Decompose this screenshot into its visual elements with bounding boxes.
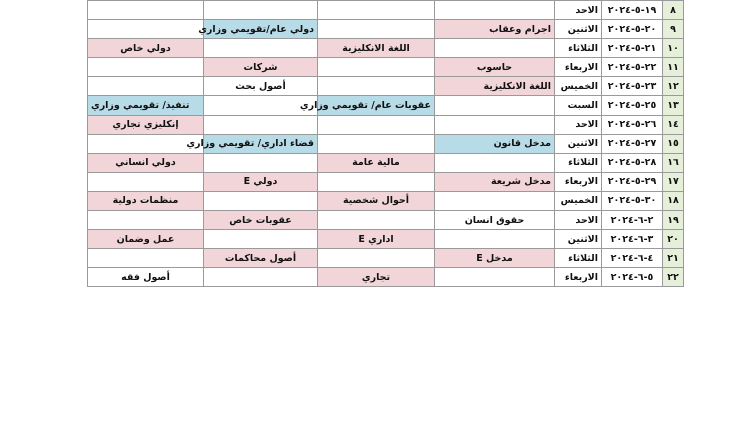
subject-cell-1 <box>435 96 555 115</box>
subject-cell-3: دولي عام/تقويمي وزاري <box>204 20 318 39</box>
subject-cell-2 <box>318 134 435 153</box>
subject-cell-3 <box>204 268 318 287</box>
subject-cell-3: أصول بحث <box>204 77 318 96</box>
date-cell: ٢٧-٥-٢٠٢٤ <box>602 134 663 153</box>
date-cell: ٢-٦-٢٠٢٤ <box>602 211 663 230</box>
subject-cell-4: تنفيذ/ تقويمي وزاري <box>88 96 204 115</box>
subject-cell-3: عقوبات خاص <box>204 211 318 230</box>
exam-schedule-table <box>87 0 684 287</box>
table-row <box>88 39 684 58</box>
subject-cell-2 <box>318 115 435 134</box>
row-number: ٢٠ <box>663 230 684 249</box>
subject-cell-4 <box>88 249 204 268</box>
subject-cell-1: حقوق انسان <box>435 211 555 230</box>
date-cell: ٢٨-٥-٢٠٢٤ <box>602 153 663 172</box>
day-cell: الثلاثاء <box>555 153 602 172</box>
date-cell: ٢٢-٥-٢٠٢٤ <box>602 58 663 77</box>
subject-cell-1: مدخل E <box>435 249 555 268</box>
row-number: ١١ <box>663 58 684 77</box>
table-row <box>88 1 684 20</box>
subject-cell-2: عقوبات عام/ تقويمي وزاري <box>318 96 435 115</box>
subject-cell-4 <box>88 58 204 77</box>
subject-cell-3: شركات <box>204 58 318 77</box>
table-row <box>88 268 684 287</box>
row-number: ٢١ <box>663 249 684 268</box>
subject-cell-3: دولي E <box>204 172 318 191</box>
row-number: ١٣ <box>663 96 684 115</box>
row-number: ١٧ <box>663 172 684 191</box>
subject-cell-4 <box>88 1 204 20</box>
subject-cell-3: قضاء اداري/ تقويمي وزاري <box>204 134 318 153</box>
subject-cell-4: منظمات دولية <box>88 191 204 210</box>
date-cell: ٥-٦-٢٠٢٤ <box>602 268 663 287</box>
day-cell: الاربعاء <box>555 172 602 191</box>
date-cell: ٢٠-٥-٢٠٢٤ <box>602 20 663 39</box>
row-number: ١٩ <box>663 211 684 230</box>
day-cell: الاحد <box>555 211 602 230</box>
subject-cell-2 <box>318 249 435 268</box>
subject-cell-2 <box>318 58 435 77</box>
row-number: ٢٢ <box>663 268 684 287</box>
day-cell: الخميس <box>555 77 602 96</box>
date-cell: ٣٠-٥-٢٠٢٤ <box>602 191 663 210</box>
subject-cell-1: مدخل قانون <box>435 134 555 153</box>
subject-cell-1: حاسوب <box>435 58 555 77</box>
subject-cell-4: أصول فقه <box>88 268 204 287</box>
date-cell: ١٩-٥-٢٠٢٤ <box>602 1 663 20</box>
row-number: ١٥ <box>663 134 684 153</box>
table-row <box>88 191 684 210</box>
subject-cell-2: اللغة الانكليزية <box>318 39 435 58</box>
subject-cell-1 <box>435 230 555 249</box>
subject-cell-1 <box>435 39 555 58</box>
subject-cell-4: دولي خاص <box>88 39 204 58</box>
table-row <box>88 153 684 172</box>
day-cell: السبت <box>555 96 602 115</box>
subject-cell-1: اجرام وعقاب <box>435 20 555 39</box>
subject-cell-1: اللغة الانكليزية <box>435 77 555 96</box>
date-cell: ٢١-٥-٢٠٢٤ <box>602 39 663 58</box>
table-row <box>88 211 684 230</box>
subject-cell-4 <box>88 77 204 96</box>
subject-cell-2: أحوال شخصية <box>318 191 435 210</box>
subject-cell-3 <box>204 39 318 58</box>
day-cell: الاثنين <box>555 20 602 39</box>
subject-cell-4 <box>88 172 204 191</box>
date-cell: ٢٦-٥-٢٠٢٤ <box>602 115 663 134</box>
date-cell: ٢٥-٥-٢٠٢٤ <box>602 96 663 115</box>
subject-cell-4: إنكليزي تجاري <box>88 115 204 134</box>
subject-cell-1: مدخل شريعة <box>435 172 555 191</box>
subject-cell-1 <box>435 153 555 172</box>
row-number: ٨ <box>663 1 684 20</box>
date-cell: ٢٩-٥-٢٠٢٤ <box>602 172 663 191</box>
table-row <box>88 20 684 39</box>
table-row <box>88 96 684 115</box>
table-row <box>88 172 684 191</box>
subject-cell-3 <box>204 191 318 210</box>
subject-cell-3 <box>204 1 318 20</box>
subject-cell-1 <box>435 268 555 287</box>
date-cell: ٤-٦-٢٠٢٤ <box>602 249 663 268</box>
date-cell: ٣-٦-٢٠٢٤ <box>602 230 663 249</box>
subject-cell-2 <box>318 20 435 39</box>
row-number: ١٠ <box>663 39 684 58</box>
day-cell: الاثنين <box>555 230 602 249</box>
subject-cell-2 <box>318 77 435 96</box>
day-cell: الخميس <box>555 191 602 210</box>
day-cell: الاحد <box>555 1 602 20</box>
subject-cell-4 <box>88 20 204 39</box>
table-row <box>88 77 684 96</box>
subject-cell-1 <box>435 115 555 134</box>
day-cell: الثلاثاء <box>555 39 602 58</box>
table-row <box>88 230 684 249</box>
subject-cell-3 <box>204 153 318 172</box>
subject-cell-2: اداري E <box>318 230 435 249</box>
subject-cell-2 <box>318 211 435 230</box>
day-cell: الاحد <box>555 115 602 134</box>
row-number: ١٤ <box>663 115 684 134</box>
schedule-body <box>88 1 684 287</box>
row-number: ١٨ <box>663 191 684 210</box>
subject-cell-3 <box>204 115 318 134</box>
row-number: ١٦ <box>663 153 684 172</box>
row-number: ٩ <box>663 20 684 39</box>
day-cell: الاربعاء <box>555 268 602 287</box>
subject-cell-1 <box>435 1 555 20</box>
row-number: ١٢ <box>663 77 684 96</box>
day-cell: الثلاثاء <box>555 249 602 268</box>
subject-cell-2: تجاري <box>318 268 435 287</box>
day-cell: الاثنين <box>555 134 602 153</box>
subject-cell-4: دولي انساني <box>88 153 204 172</box>
subject-cell-3: أصول محاكمات <box>204 249 318 268</box>
subject-cell-2: مالية عامة <box>318 153 435 172</box>
subject-cell-4: عمل وضمان <box>88 230 204 249</box>
subject-cell-4 <box>88 211 204 230</box>
table-row <box>88 134 684 153</box>
subject-cell-2 <box>318 172 435 191</box>
subject-cell-2 <box>318 1 435 20</box>
day-cell: الاربعاء <box>555 58 602 77</box>
date-cell: ٢٣-٥-٢٠٢٤ <box>602 77 663 96</box>
table-row <box>88 249 684 268</box>
table-row <box>88 58 684 77</box>
table-row <box>88 115 684 134</box>
subject-cell-3 <box>204 230 318 249</box>
subject-cell-1 <box>435 191 555 210</box>
